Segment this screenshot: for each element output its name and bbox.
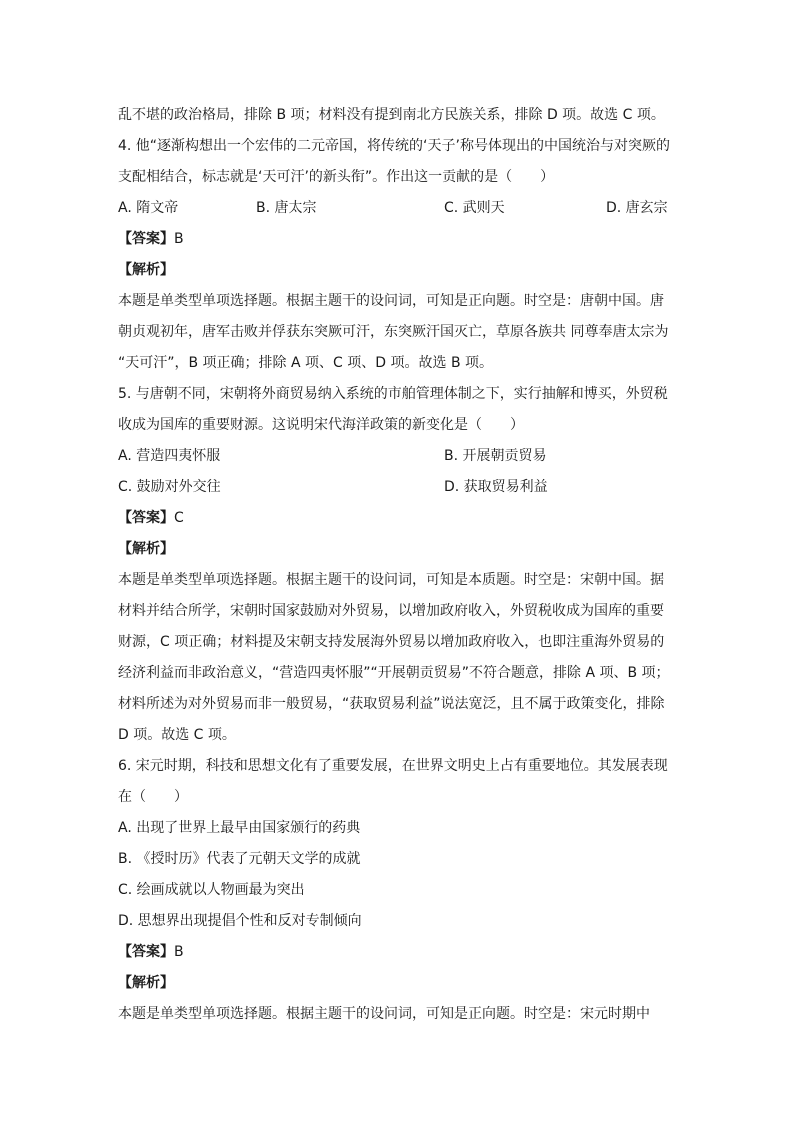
- answer-label: 【答案】: [118, 231, 174, 247]
- answer-label: 【答案】: [118, 944, 174, 960]
- answer-label: 【答案】: [118, 510, 174, 526]
- q5-analysis-line: D 项。故选 C 项。: [118, 727, 236, 743]
- paragraph-continued: 乱不堪的政治格局，排除 B 项；材料没有提到南北方民族关系，排除 D 项。故选 C 项。: [118, 107, 665, 123]
- q4-answer: [118, 224, 678, 255]
- q4-option-b: B. 唐太宗: [256, 200, 317, 216]
- q5-options-row-1: [118, 441, 678, 472]
- q4-analysis-label: 【解析】: [118, 262, 174, 278]
- q4-option-d: D. 唐玄宗: [606, 200, 668, 216]
- q6-option-d: D. 思想界出现提倡个性和反对专制倾向: [118, 913, 362, 929]
- q4-analysis-line: 本题是单类型单项选择题。根据主题干的设问词，可知是正向题。时空是：唐朝中国。唐: [118, 293, 664, 309]
- q4-analysis-line: “天可汗”，B 项正确；排除 A 项、C 项、D 项。故选 B 项。: [118, 355, 493, 371]
- q5-answer: [118, 503, 678, 534]
- q4-answer-value: B: [174, 231, 184, 247]
- q5-option-d: D. 获取贸易利益: [444, 479, 548, 495]
- document-content: [118, 100, 678, 1030]
- q6-option-a: A. 出现了世界上最早由国家颁行的药典: [118, 820, 361, 836]
- q5-option-a: A. 营造四夷怀服: [118, 448, 221, 464]
- q4-stem-line: 支配相结合，标志就是‘天可汗’的新头衔”。作出这一贡献的是（ ）: [118, 169, 555, 185]
- q4-option-c: C. 武则天: [444, 200, 505, 216]
- q6-stem-line: 6. 宋元时期，科技和思想文化有了重要发展，在世界文明史上占有重要地位。其发展表现: [118, 758, 668, 774]
- q5-analysis-line: 财源，C 项正确；材料提及宋朝支持发展海外贸易以增加政府收入，也即注重海外贸易的: [118, 634, 665, 650]
- q4-options: [118, 193, 678, 224]
- q6-analysis-label: 【解析】: [118, 975, 174, 991]
- q5-option-b: B. 开展朝贡贸易: [444, 448, 547, 464]
- q4-analysis-line: 朝贞观初年，唐军击败并俘获东突厥可汗，东突厥汗国灭亡，草原各族共 同尊奉唐太宗为: [118, 324, 669, 340]
- q5-option-c: C. 鼓励对外交往: [118, 479, 221, 495]
- q5-options-row-2: [118, 472, 678, 503]
- q5-stem-line: 5. 与唐朝不同，宋朝将外商贸易纳入系统的市舶管理体制之下，实行抽解和博买，外贸税: [118, 386, 668, 402]
- q5-stem-line: 收成为国库的重要财源。这说明宋代海洋政策的新变化是（ ）: [118, 417, 524, 433]
- q5-analysis-line: 材料并结合所学，宋朝时国家鼓励对外贸易，以增加政府收入，外贸税收成为国库的重要: [118, 603, 664, 619]
- q5-analysis-line: 经济利益而非政治意义，“营造四夷怀服”“开展朝贡贸易”不符合题意，排除 A 项、B 项；: [118, 665, 670, 681]
- q5-analysis-line: 材料所述为对外贸易而非一般贸易，“获取贸易利益”说法宽泛，且不属于政策变化，排除: [118, 696, 665, 712]
- q6-answer: [118, 937, 678, 968]
- q6-analysis-line: 本题是单类型单项选择题。根据主题干的设问词，可知是正向题。时空是：宋元时期中: [118, 1006, 650, 1022]
- q5-analysis-line: 本题是单类型单项选择题。根据主题干的设问词，可知是本质题。时空是：宋朝中国。据: [118, 572, 664, 588]
- q6-stem-line: 在（ ）: [118, 789, 188, 805]
- q4-stem-line: 4. 他“逐渐构想出一个宏伟的二元帝国，将传统的‘天子’称号体现出的中国统治与对突厥的: [118, 138, 670, 154]
- q6-answer-value: B: [174, 944, 184, 960]
- q6-option-c: C. 绘画成就以人物画最为突出: [118, 882, 305, 898]
- q4-option-a: A. 隋文帝: [118, 200, 179, 216]
- q5-answer-value: C: [174, 510, 184, 526]
- q6-option-b: B. 《授时历》代表了元朝天文学的成就: [118, 851, 361, 867]
- q5-analysis-label: 【解析】: [118, 541, 174, 557]
